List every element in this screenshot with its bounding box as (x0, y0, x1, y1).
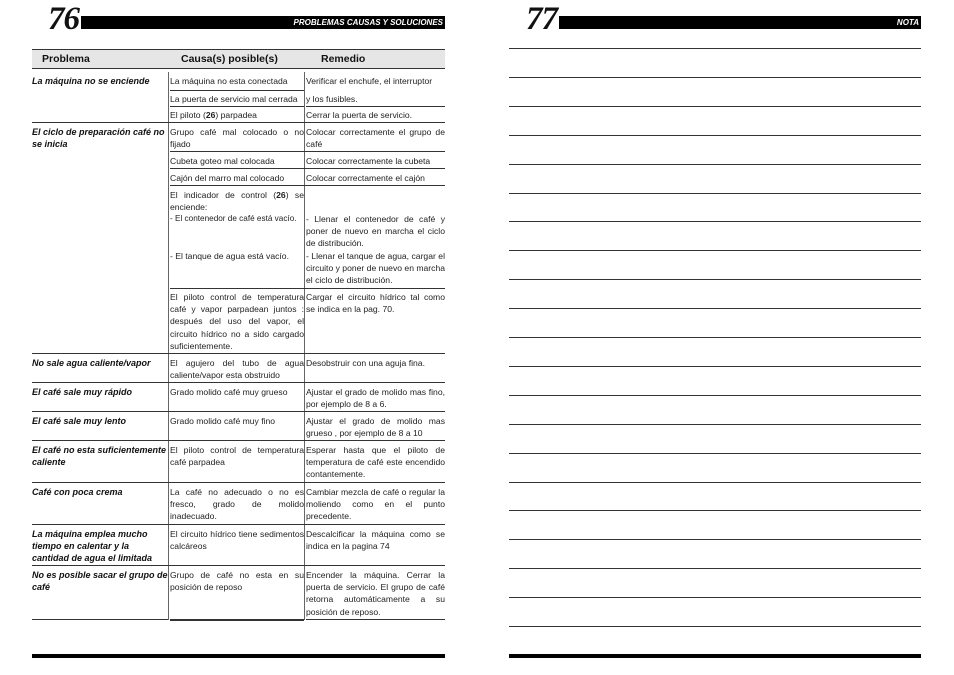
problem-label: El café sale muy lento (32, 416, 127, 426)
right-page-number: 77 (526, 1, 557, 37)
remedy-text: Descalcificar la máquina como se indica en la pagina 74 (306, 529, 445, 552)
cause-text: Grupo de café no esta en su posición de reposo (170, 570, 304, 593)
note-line (509, 366, 921, 367)
cause-text: Cubeta goteo mal colocada (170, 156, 275, 166)
right-footer-bar (509, 654, 921, 658)
note-line (509, 395, 921, 396)
cause-text: Grado molido café muy fino (170, 416, 276, 426)
row-divider (32, 353, 445, 354)
note-line (509, 77, 921, 78)
left-page-number: 76 (48, 1, 79, 37)
remedy-text: Colocar correctamente el grupo de café (306, 127, 445, 150)
left-footer-bar (32, 654, 445, 658)
cause-text: Cajón del marro mal colocado (170, 173, 285, 183)
problem-label: El ciclo de preparación café no se inicia (32, 127, 165, 149)
right-header-title: NOTA (896, 18, 919, 27)
cause-text: El indicador de control (26) se enciende: (170, 190, 305, 213)
remedy-text: Ajustar el grado de molido mas grueso , por ejemplo de 8 a 10 (306, 416, 445, 439)
remedy-text: Encender la máquina. Cerrar la puerta de servicio. El grupo de café retorna automáticamente a su posición de reposo. (306, 570, 445, 617)
column-divider (304, 72, 305, 620)
note-line (509, 193, 921, 194)
right-header-bar (526, 16, 921, 29)
problem-label: No es posible sacar el grupo de café (32, 570, 168, 592)
remedy-text: Desobstruir con una aguja fina. (306, 358, 425, 368)
cause-text: Grado molido café muy grueso (170, 387, 288, 397)
remedy-text: Esperar hasta que el piloto de temperatura de café este encendido contantemente. (306, 445, 445, 480)
remedy-text: - Llenar el contenedor de café y poner de nuevo en marcha el ciclo de distribución. (306, 214, 445, 249)
row-divider (32, 440, 445, 441)
row-divider (32, 524, 445, 525)
row-divider (32, 482, 445, 483)
remedy-text: Cargar el circuito hídrico tal como se indica en la pag. 70. (306, 292, 445, 315)
cause-text: - El contenedor de café está vacío. (170, 214, 297, 223)
cause-text: Grupo café mal colocado o no fijado (170, 127, 304, 150)
cause-text: La puerta de servicio mal cerrada (170, 94, 298, 104)
row-divider (32, 411, 445, 412)
note-line (509, 539, 921, 540)
problem-label: Café con poca crema (32, 487, 123, 497)
problem-label: El café no esta suficientemente caliente (32, 445, 167, 467)
remedy-text: Ajustar el grado de molido mas fino, por ejemplo de 8 a 6. (306, 387, 445, 410)
note-line (509, 482, 921, 483)
note-line (509, 106, 921, 107)
left-header-title: PROBLEMAS CAUSAS Y SOLUCIONES (293, 18, 443, 27)
note-line (509, 424, 921, 425)
cause-text: El piloto (26) parpadea (170, 110, 257, 120)
left-header-bar (48, 16, 445, 29)
note-line (509, 568, 921, 569)
remedy-text: Cerrar la puerta de servicio. (306, 110, 413, 120)
note-line (509, 337, 921, 338)
remedy-text: Verificar el enchufe, el interruptor (306, 76, 433, 86)
cause-text: El agujero del tubo de agua caliente/vapor esta obstruido (170, 358, 304, 381)
column-divider (168, 72, 169, 620)
note-line (509, 453, 921, 454)
cause-text: La café no adecuado o no es fresco, grado de molido inadecuado. (170, 487, 304, 522)
problem-label: La máquina no se enciende (32, 76, 150, 86)
row-divider (32, 382, 445, 383)
remedy-text: - Llenar el tanque de agua, cargar el circuito y poner de nuevo en marcha el ciclo de distribución. (306, 251, 446, 286)
problem-label: La máquina emplea mucho tiempo en calentar y la cantidad de agua el limitada (32, 529, 153, 563)
row-divider (32, 565, 445, 566)
note-line (509, 221, 921, 222)
cause-text: - El tanque de agua está vacío. (170, 251, 289, 261)
remedy-text: Colocar correctamente el cajón (306, 173, 425, 183)
remedy-text: Cambiar mezcla de café o regular la moliendo como en el punto precedente. (306, 487, 445, 522)
row-divider (32, 122, 445, 123)
cause-text: El piloto control de temperatura café y vapor parpadean juntos : después del uso del vapor, el circuito hídrico no a sido cargado suficientemente. (170, 292, 304, 351)
note-line (509, 135, 921, 136)
column-header-remedy: Remedio (321, 53, 366, 65)
problem-label: El café sale muy rápido (32, 387, 133, 397)
remedy-text: Colocar correctamente la cubeta (306, 156, 431, 166)
note-line (509, 510, 921, 511)
note-line (509, 48, 921, 49)
note-line (509, 250, 921, 251)
cause-text: El piloto control de temperatura café parpadea (170, 445, 304, 468)
cause-text: La máquina no esta conectada (170, 76, 288, 86)
note-line (509, 308, 921, 309)
column-header-cause: Causa(s) posible(s) (181, 53, 278, 65)
note-line (509, 597, 921, 598)
note-line (509, 626, 921, 627)
table-header (32, 49, 445, 69)
remedy-text: y los fusibles. (306, 94, 358, 104)
note-line (509, 164, 921, 165)
problem-label: No sale agua caliente/vapor (32, 358, 151, 368)
cause-text: El circuito hídrico tiene sedimentos calcáreos (170, 529, 304, 552)
column-header-problem: Problema (42, 53, 90, 65)
note-line (509, 279, 921, 280)
